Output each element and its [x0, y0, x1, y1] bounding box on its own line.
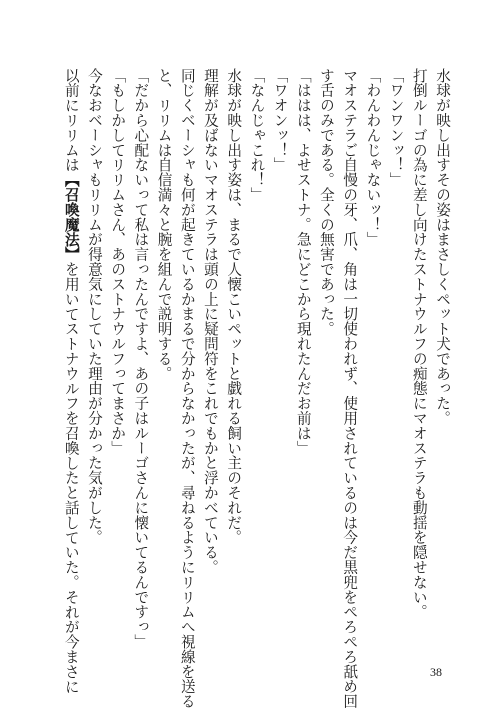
text-line-17: [60, 68, 83, 694]
text-line-17-start: 以前にリリムは: [62, 68, 80, 173]
text-line-12: 同じくベーシャも何が起きているかまるで分からなかったが、尋ねるようにリリムへ視線を送る: [178, 68, 196, 709]
text-line-13: と、リリムは自信満々と腕を組んで説明する。: [155, 68, 173, 381]
text-line-7: 「ははは、よせストナ。急にどこから現れたんだお前は」: [294, 68, 312, 456]
text-line-6: す舌のみである。全くの無害であった。: [317, 68, 335, 337]
text-line-14: 「だから心配ないって私は言ったんですよ、あの子はルーゴさんに懐いてるんですっ」: [132, 68, 150, 650]
summon-magic-term: 【召喚魔法】: [62, 172, 80, 262]
text-line-8: 「ワオンッ！」: [271, 68, 289, 173]
text-line-17-end: を用いてストナウルフを召喚したと話していた。それが今まさに: [62, 261, 80, 694]
text-line-5: マオステラご自慢の牙、爪、角は一切使われず、使用されているのは今だ黒兜をぺろぺろ舐め回: [341, 68, 359, 709]
text-line-15: 「もしかしてリリムさん、あのストナウルフってまさか」: [109, 68, 127, 456]
text-line-9: 「なんじゃこれ！」: [248, 68, 266, 203]
text-line-2: 打倒ルーゴの為に差し向けたストナウルフの痴態にマオステラも動揺を隠せない。: [410, 68, 428, 620]
text-line-1: 水球が映し出すその姿はまさしくペット犬であった。: [434, 68, 451, 426]
text-line-11: 理解が及ばないマオステラは頭の上に疑問符をこれでもかと浮かべている。: [201, 68, 219, 575]
page-number: 38: [430, 665, 442, 679]
text-line-10: 水球が映し出す姿は、まるで人懐こいペットと戯れる飼い主のそれだ。: [225, 68, 243, 545]
text-line-16: 今なおベーシャもリリムが得意気にしていた理由が分かった気がした。: [85, 68, 103, 545]
text-line-4: 「わんわんじゃないッ！」: [364, 68, 382, 247]
text-line-3: 「ワンワンッ！」: [387, 68, 405, 188]
